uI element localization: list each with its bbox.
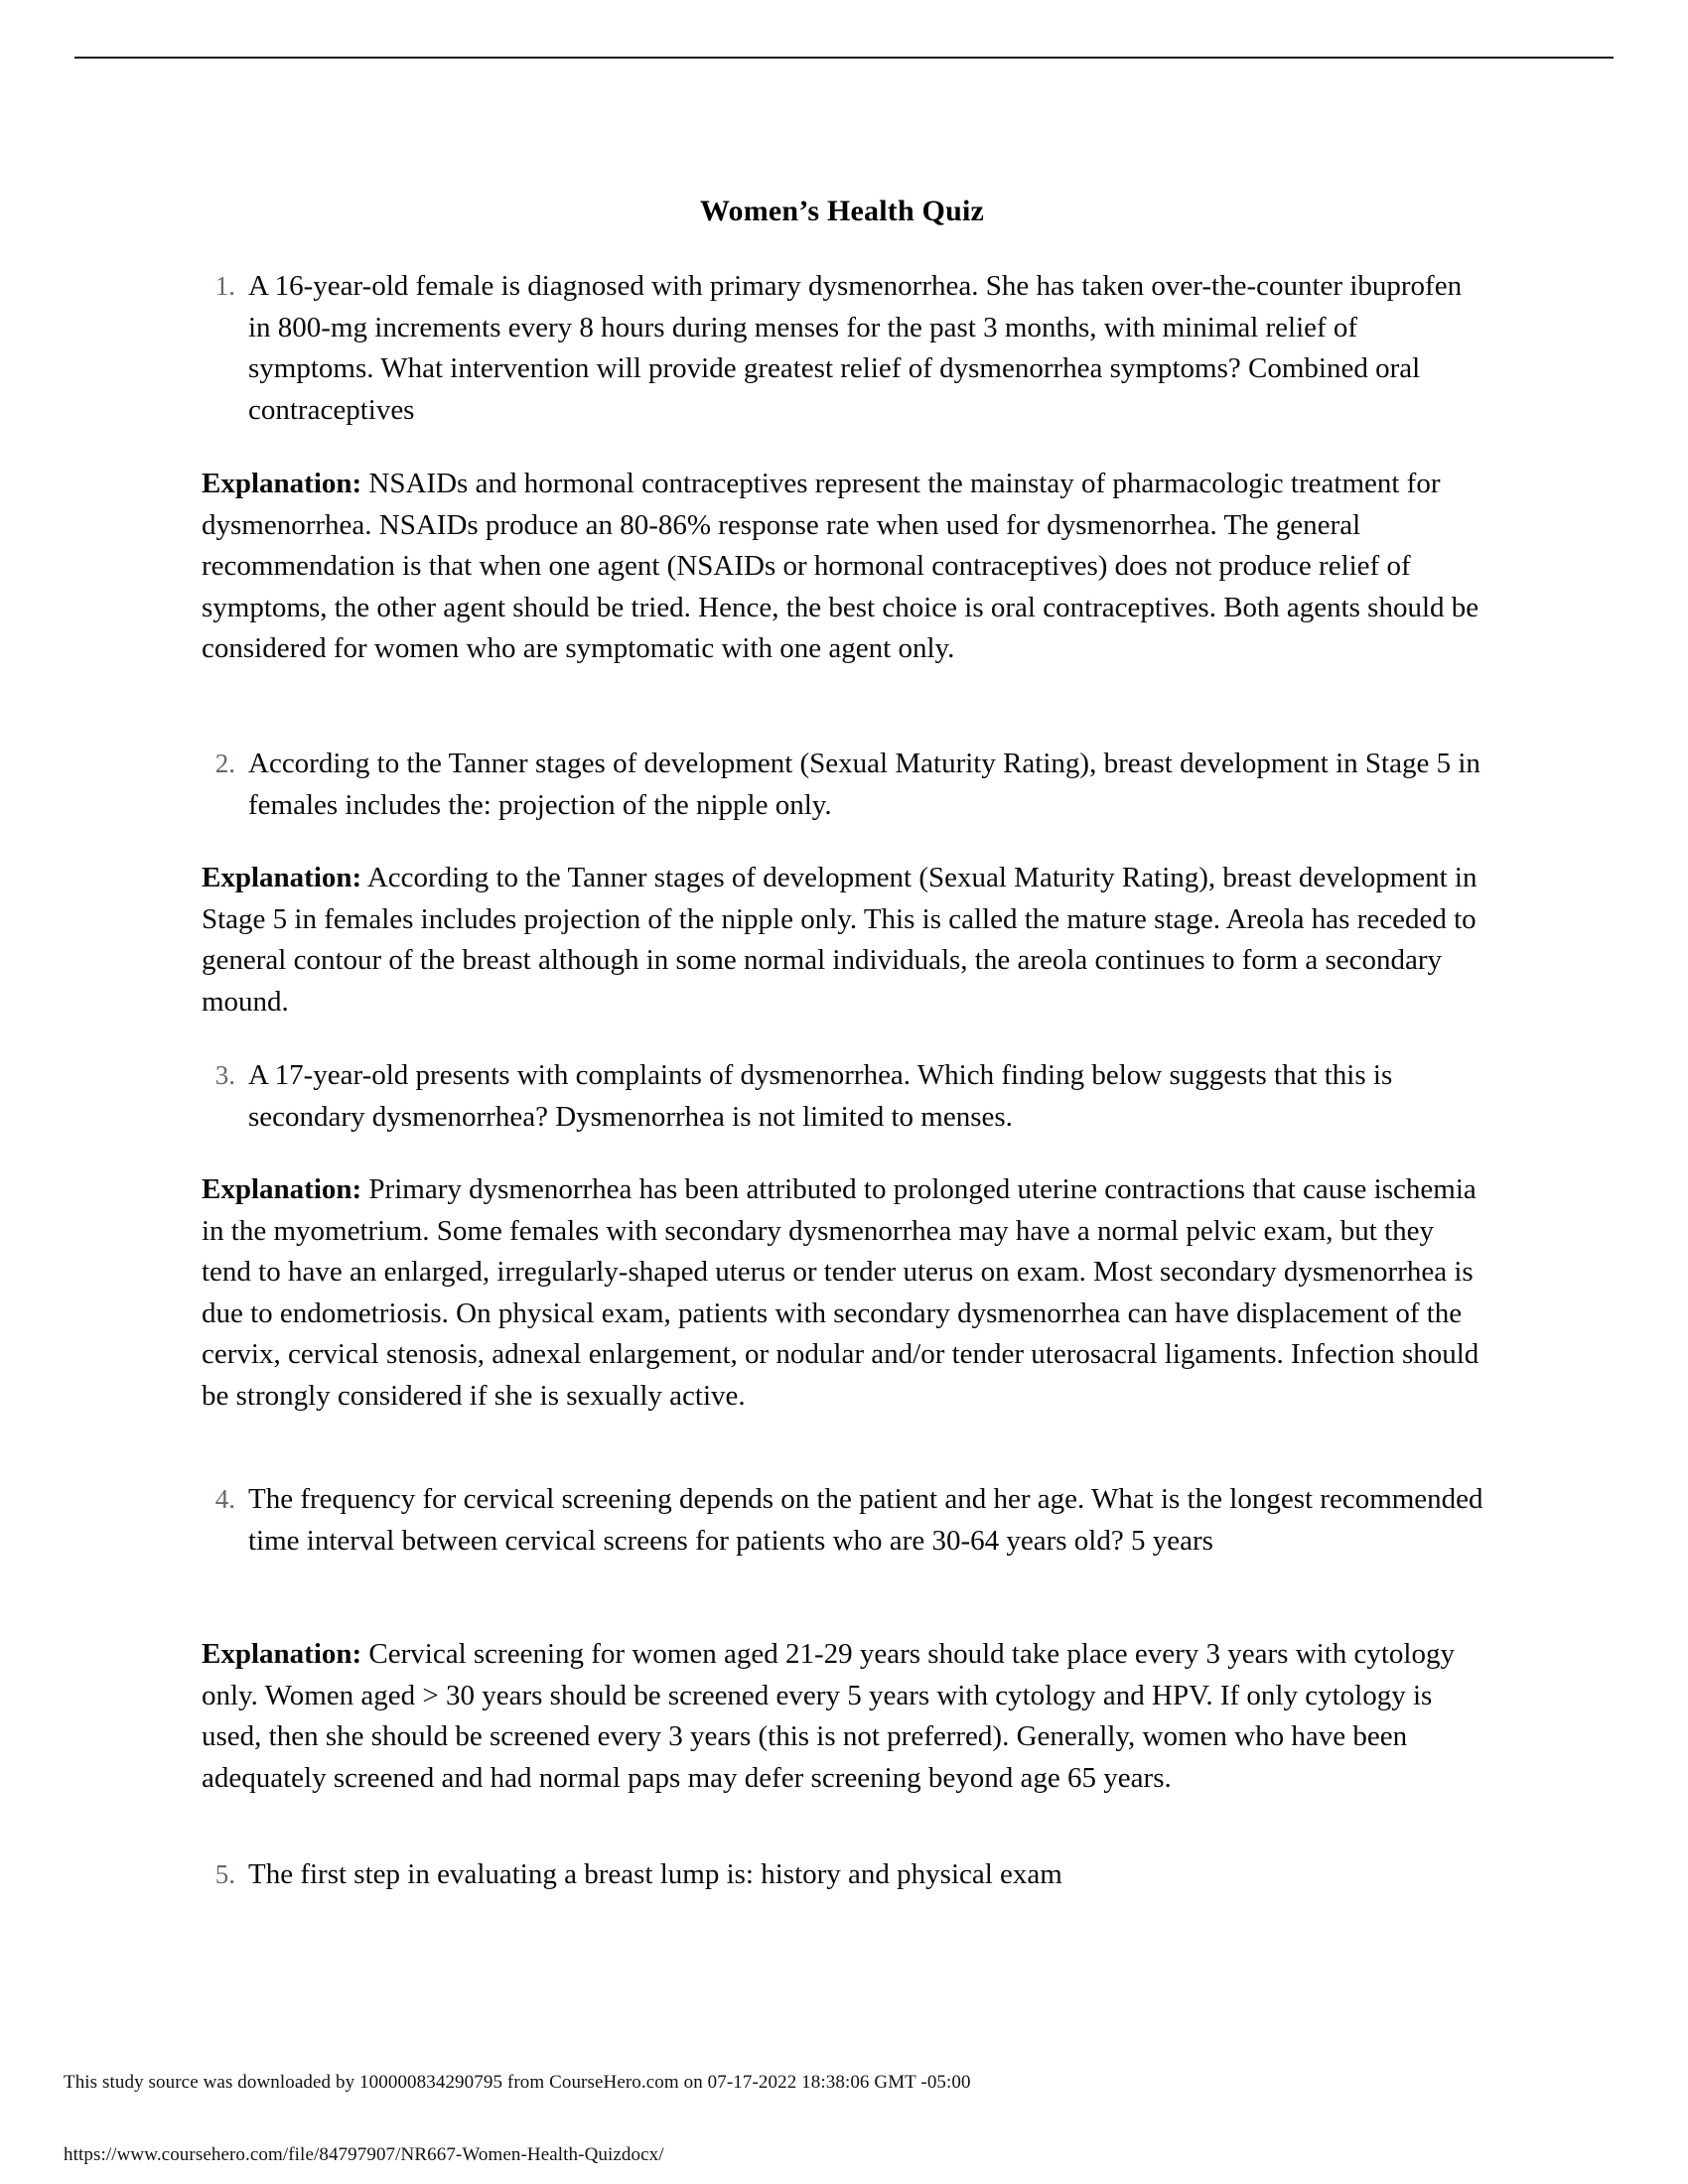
explanation-label: Explanation: <box>202 1638 362 1670</box>
explanation-paragraph <box>202 1634 1484 1799</box>
question-text: The first step in evaluating a breast lump is: history and physical exam <box>248 1858 1062 1890</box>
explanation-block-3 <box>202 1169 1484 1417</box>
explanation-label: Explanation: <box>202 468 362 499</box>
explanation-block-4 <box>202 1634 1484 1799</box>
explanation-text: According to the Tanner stages of development (Sexual Maturity Rating), breast development in Stage 5 in females includes projection of the nipple only. This is called the mature stage. Areola has receded to general contour of the breast although in some normal individuals, the areola continues to form a secondary mound. <box>202 862 1477 1018</box>
question-text: A 17-year-old presents with complaints of dysmenorrhea. Which finding below suggests that this is secondary dysmenorrhea? Dysmenorrhea is not limited to menses. <box>248 1059 1393 1133</box>
explanation-text: Primary dysmenorrhea has been attributed to prolonged uterine contractions that cause ischemia in the myometrium. Some females with secondary dysmenorrhea may have a normal pelvic exam, but they tend to have an enlarged, irregularly-shaped uterus or tender uterus on exam. Most secondary dysmenorrhea is due to endometriosis. On physical exam, patients with secondary dysmenorrhea can have displacement of the cervix, cervical stenosis, adnexal enlargement, or nodular and/or tender uterosacral ligaments. Infection should be strongly considered if she is sexually active. <box>202 1173 1479 1412</box>
source-url[interactable]: https://www.coursehero.com/file/84797907/NR667-Women-Health-Quizdocx/ <box>64 2144 664 2165</box>
explanation-label: Explanation: <box>202 862 362 893</box>
explanation-block-2 <box>202 858 1484 1023</box>
list-item <box>202 1479 1484 1562</box>
list-item <box>202 1854 1484 1896</box>
list-number: 3. <box>214 1060 235 1090</box>
download-notice: This study source was downloaded by 100000834290795 from CourseHero.com on 07-17-2022 18:38:06 GMT -05:00 <box>64 2072 971 2093</box>
explanation-paragraph <box>202 858 1484 1023</box>
question-text: A 16-year-old female is diagnosed with primary dysmenorrhea. She has taken over-the-counter ibuprofen in 800-mg increments every 8 hours during menses for the past 3 months, with minimal relief of symptoms. What intervention will provide greatest relief of dysmenorrhea symptoms? Combined oral contraceptives <box>248 270 1463 426</box>
explanation-paragraph <box>202 1169 1484 1417</box>
question-item-5 <box>202 1854 1484 1896</box>
header-divider <box>74 57 1614 59</box>
explanation-text: NSAIDs and hormonal contraceptives represent the mainstay of pharmacologic treatment for dysmenorrhea. NSAIDs produce an 80-86% response rate when used for dysmenorrhea. The general recommendation is that when one agent (NSAIDs or hormonal contraceptives) does not produce relief of symptoms, the other agent should be tried. Hence, the best choice is oral contraceptives. Both agents should be considered for women who are symptomatic with one agent only. <box>202 468 1479 664</box>
explanation-block-1 <box>202 464 1484 670</box>
list-number: 4. <box>214 1484 235 1514</box>
list-number: 1. <box>214 271 235 301</box>
list-item <box>202 744 1484 826</box>
question-text: The frequency for cervical screening depends on the patient and her age. What is the longest recommended time interval between cervical screens for patients who are 30-64 years old? 5 years <box>248 1483 1483 1557</box>
question-item-2 <box>202 744 1484 826</box>
question-item-4 <box>202 1479 1484 1562</box>
explanation-label: Explanation: <box>202 1173 362 1205</box>
list-item <box>202 1055 1484 1138</box>
question-item-3 <box>202 1055 1484 1138</box>
page-title: Women’s Health Quiz <box>699 195 985 227</box>
question-item-1 <box>202 266 1484 431</box>
question-text: According to the Tanner stages of development (Sexual Maturity Rating), breast development in Stage 5 in females includes the: projection of the nipple only. <box>248 748 1480 821</box>
explanation-text: Cervical screening for women aged 21-29 years should take place every 3 years with cytology only. Women aged > 30 years should be screened every 5 years with cytology and HPV. If only cytology is used, then she should be screened every 3 years (this is not preferred). Generally, women who have been adequately screened and had normal paps may defer screening beyond age 65 years. <box>202 1638 1455 1794</box>
list-number: 2. <box>214 749 235 778</box>
list-number: 5. <box>214 1859 235 1889</box>
list-item <box>202 266 1484 431</box>
explanation-paragraph <box>202 464 1484 670</box>
